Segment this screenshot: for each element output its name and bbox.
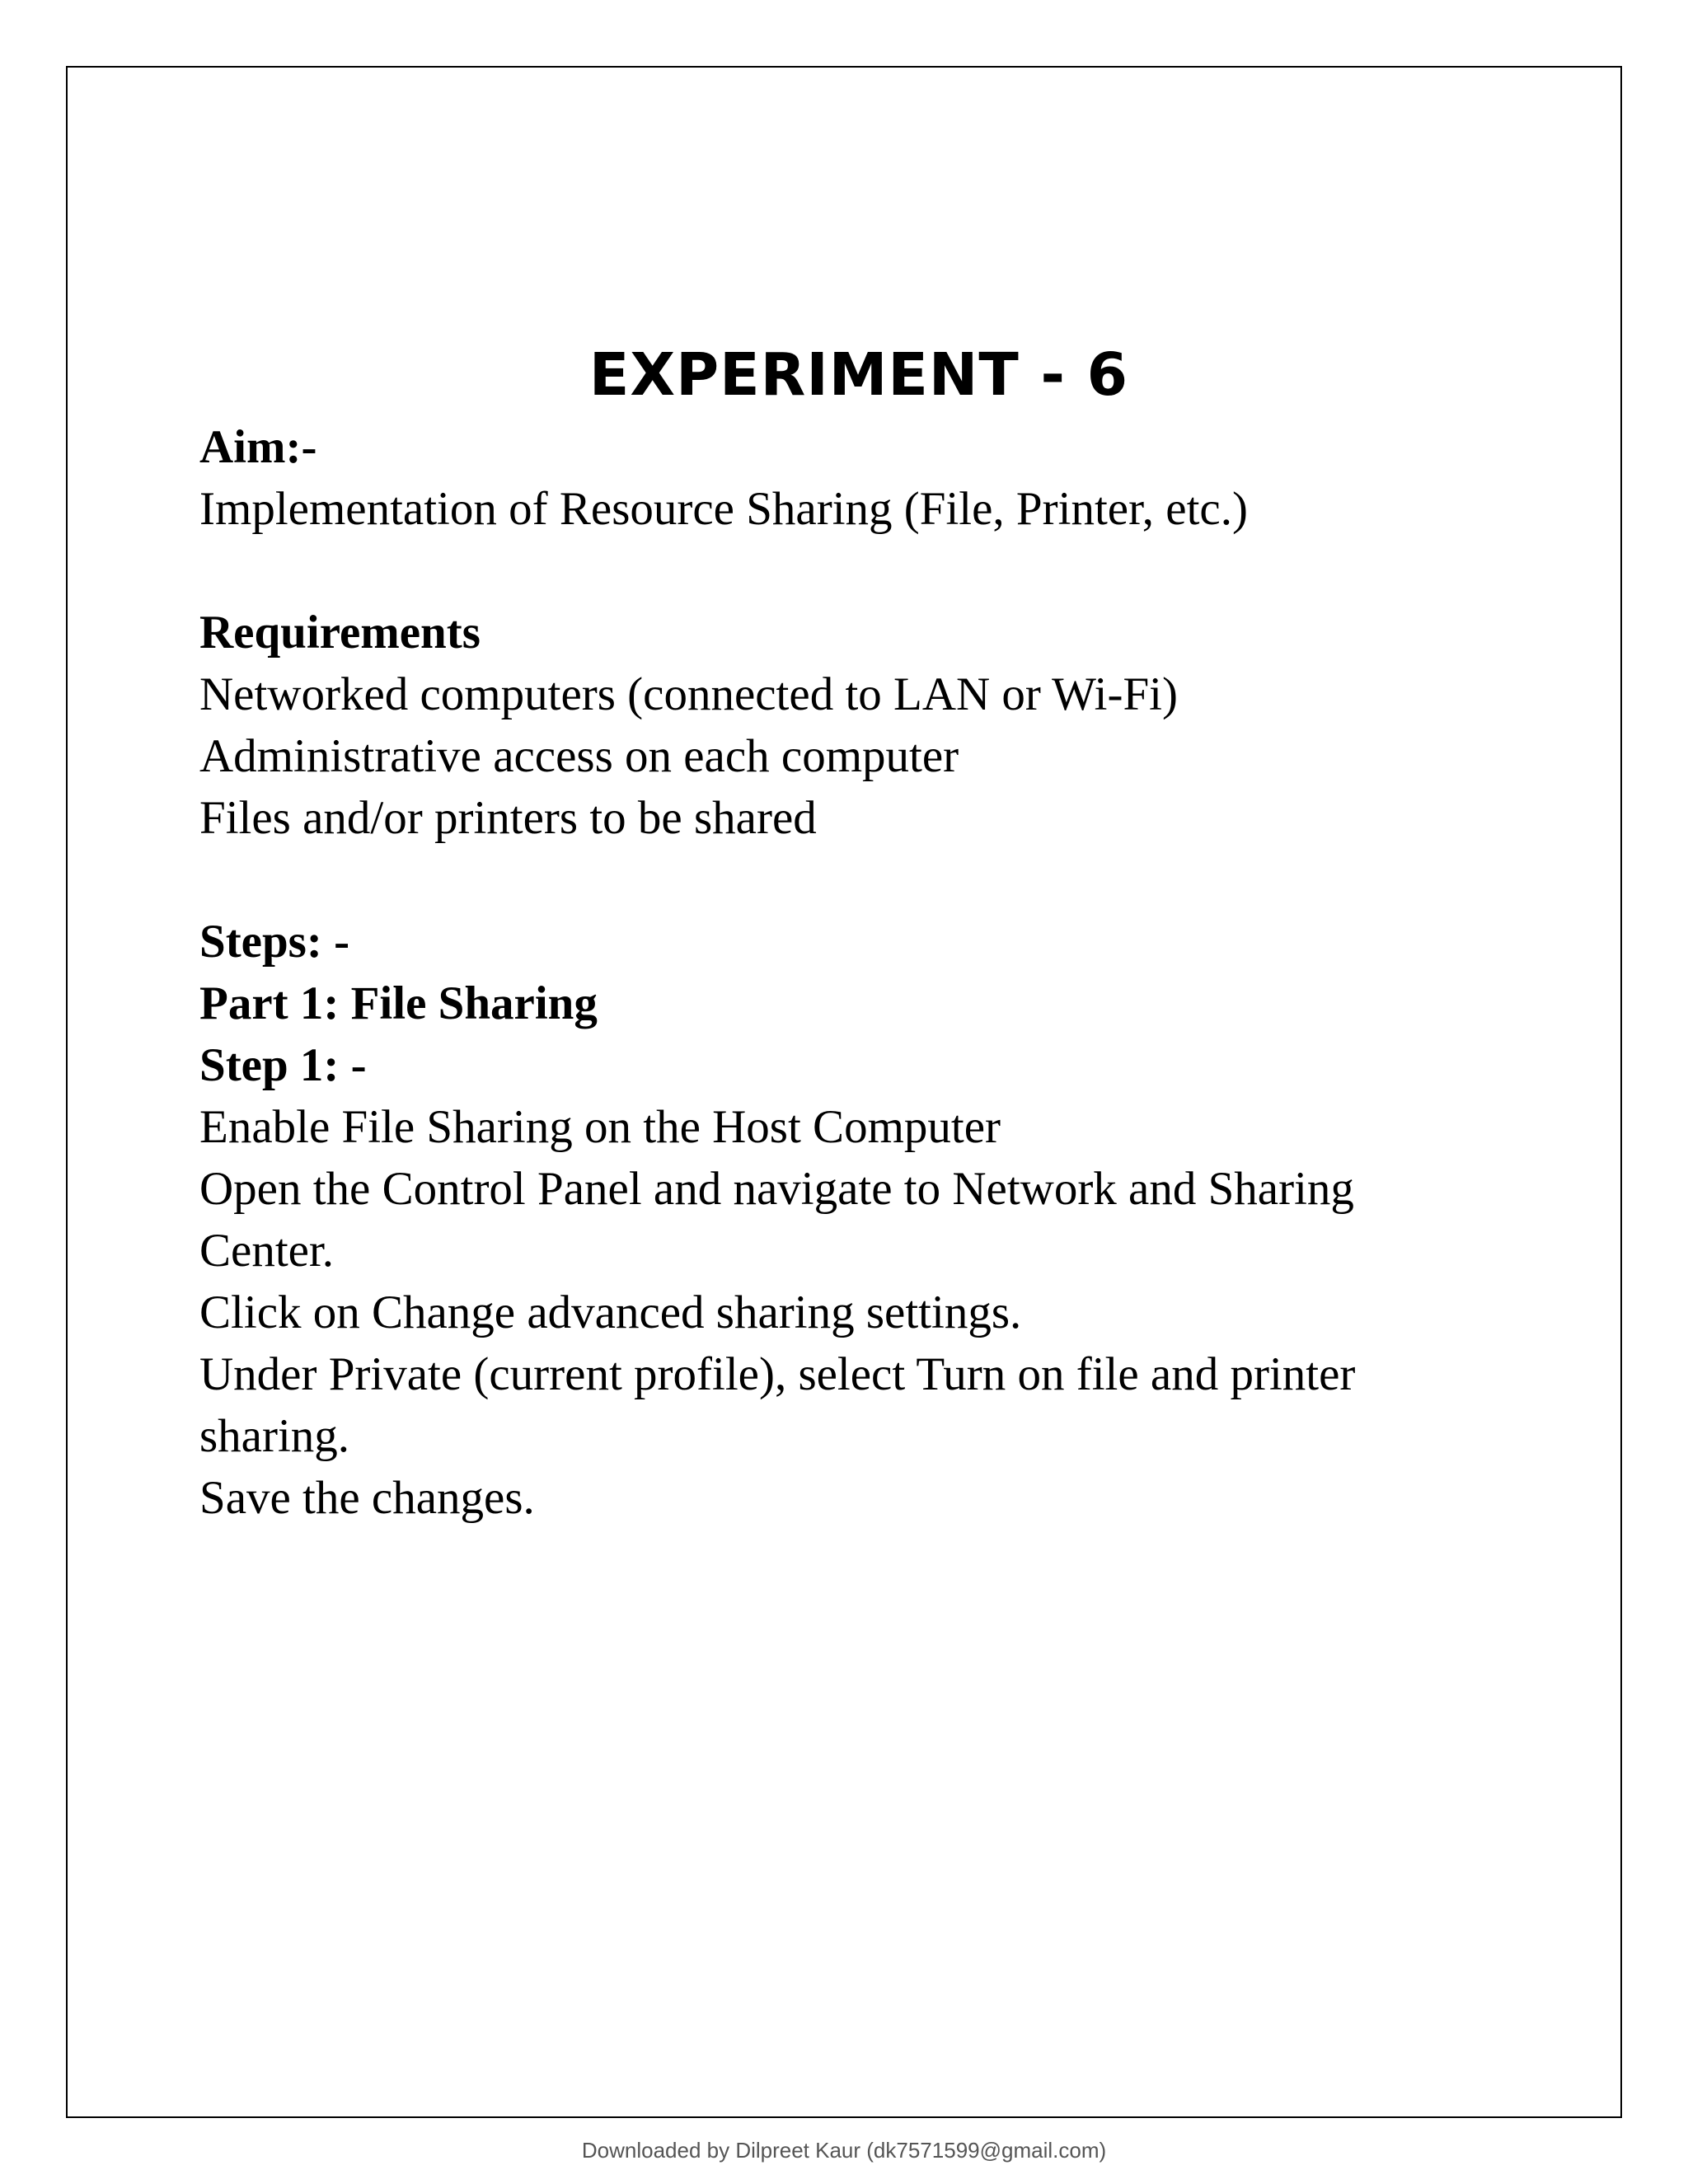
aim-text: Implementation of Resource Sharing (File, Printer, etc.) — [199, 483, 1248, 535]
spacer — [199, 540, 1485, 602]
step-line: Under Private (current profile), select Turn on file and printer sharing. — [199, 1348, 1356, 1462]
requirement-item: Networked computers (connected to LAN or Wi-Fi) — [199, 668, 1178, 720]
download-footer: Downloaded by Dilpreet Kaur (dk7571599@gmail.com) — [581, 2138, 1107, 2163]
step-line: Save the changes. — [199, 1472, 535, 1524]
requirement-item: Files and/or printers to be shared — [199, 792, 817, 844]
requirement-item: Administrative access on each computer — [199, 730, 959, 782]
requirements-heading: Requirements — [199, 607, 481, 658]
step-line: Open the Control Panel and navigate to Network and Sharing Center. — [199, 1163, 1354, 1277]
part1-heading: Part 1: File Sharing — [199, 977, 598, 1029]
step1-heading: Step 1: - — [199, 1039, 367, 1091]
steps-heading: Steps: - — [199, 916, 350, 968]
step-line: Enable File Sharing on the Host Computer — [199, 1101, 1001, 1153]
spacer — [199, 849, 1485, 911]
document-body — [199, 334, 1485, 1529]
document-title: EXPERIMENT - 6 — [588, 340, 1129, 409]
aim-heading: Aim:- — [199, 421, 317, 473]
step-line: Click on Change advanced sharing settings. — [199, 1286, 1022, 1338]
